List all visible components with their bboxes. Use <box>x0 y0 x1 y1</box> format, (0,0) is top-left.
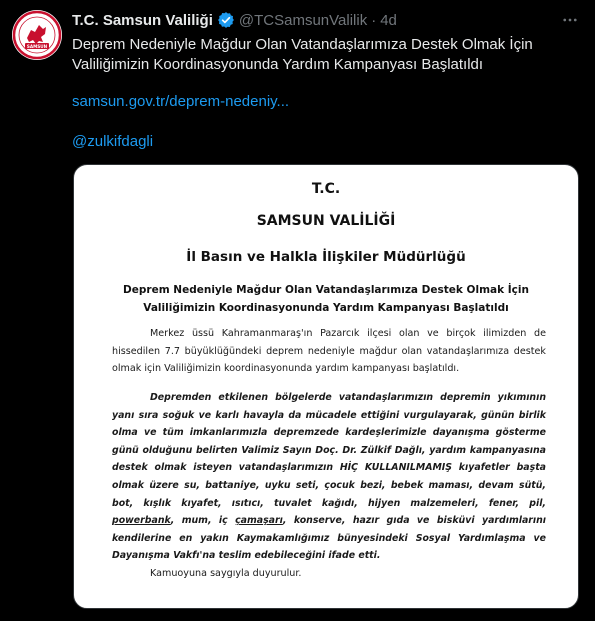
doc-emphasis-unused: HİÇ KULLANILMAMIŞ <box>339 462 453 474</box>
doc-title: Deprem Nedeniyle Mağdur Olan Vatandaşlarımıza Destek Olmak İçin Valiliğimizin Koordinasyonunda Yardım Kampanyası Başlatıldı <box>123 284 529 314</box>
attached-image[interactable] <box>73 164 579 609</box>
avatar-label: SAMSUN <box>26 43 48 49</box>
doc-closing: Kamuoyuna saygıyla duyurulur. <box>150 568 302 579</box>
mention-link[interactable]: @zulkifdagli <box>72 133 154 150</box>
separator-dot: · <box>371 11 377 29</box>
doc-underlined-camasari: çamaşarı <box>235 515 283 527</box>
tweet-timestamp[interactable]: 4d <box>380 11 397 29</box>
samsun-emblem-icon <box>12 10 62 60</box>
tweet-header <box>72 9 581 31</box>
avatar[interactable] <box>12 10 62 60</box>
doc-paragraph-2-part-b: kıyafetler başta olmak üzere su, battaniye, uyku seti, çocuk bezi, bebek maması, devam sütü, bot, kışlık kıyafet, ısıtıcı, tuvalet kağıdı, hijyen malzemeleri, fener, pil, <box>112 462 547 509</box>
verified-badge-icon <box>217 11 235 29</box>
more-options-icon[interactable] <box>559 9 581 31</box>
display-name[interactable]: T.C. Samsun Valiliği <box>72 11 213 29</box>
doc-header-valilik: SAMSUN VALİLİĞİ <box>256 213 396 229</box>
doc-underlined-powerbank: powerbank <box>112 515 171 527</box>
doc-paragraph-1: Merkez üssü Kahramanmaraş'ın Pazarcık ilçesi olan ve birçok ilimizden de hissedilen 7.7 büyüklüğündeki deprem nedeniyle mağdur olan vatandaşlarımıza destek olmak için Valiliğimizin koordinasyonunda yardım kampanyası başlatıldı. <box>112 328 546 374</box>
doc-paragraph-2-part-d: , konserve, hazır gıda ve bisküvi yardımlarını kendilerine en yakın Kaymakamlığımız bünyesindeki Sosyal Yardımlaşma ve Dayanışma Vakfı'na teslim edebileceğini ifade etti. <box>112 515 546 562</box>
doc-header-department: İl Basın ve Halkla İlişkiler Müdürlüğü <box>186 249 466 265</box>
doc-paragraph-2 <box>112 389 546 565</box>
tweet-text: Deprem Nedeniyle Mağdur Olan Vatandaşlarımıza Destek Olmak İçin Valiliğimizin Koordinasyonunda Yardım Kampanyası Başlatıldı <box>72 36 533 73</box>
tweet-url-link[interactable]: samsun.gov.tr/deprem-nedeniy... <box>72 93 290 110</box>
doc-paragraph-2-part-c: , mum, iç <box>170 515 236 527</box>
doc-header-tc: T.C. <box>311 181 341 197</box>
user-handle[interactable]: @TCSamsunValilik <box>238 11 368 29</box>
doc-paragraph-2-part-a: Depremden etkilenen bölgelerde vatandaşlarımızın depremin yıkımının yanı sıra soğuk ve karlı havayla da mücadele ettiğini vurgulayarak, günün birlik olma ve tüm imkanlarımızla depremzede kardeşlerimizle dayanışma gösterme günü olduğunu belirten Valimiz Sayın Doç. Dr. Zülkif Dağlı, yardım kampanyasına destek olmak isteyen vatandaşlarımızın <box>112 392 546 474</box>
